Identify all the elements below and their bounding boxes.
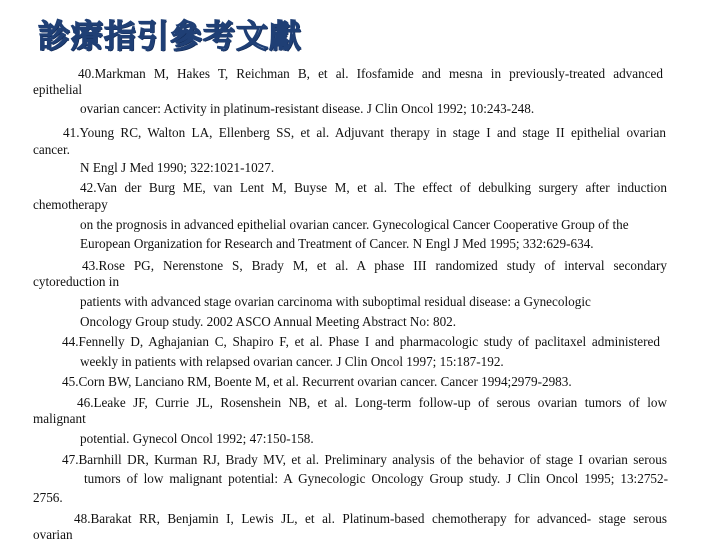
reference-41-line-1: 41.Young RC, Walton LA, Ellenberg SS, et al. Adjuvant therapy in stage I and stage II epithelial ovarian xyxy=(63,125,666,140)
reference-46-line-2: malignant xyxy=(33,411,86,426)
reference-41-line-2: cancer. xyxy=(33,142,70,157)
page-title-text: 診療指引參考文獻 xyxy=(38,11,302,57)
reference-45-line-1: 45.Corn BW, Lanciano RM, Boente M, et al. Recurrent ovarian cancer. Cancer 1994;2979-2983. xyxy=(62,374,572,389)
reference-48-line-1: 48.Barakat RR, Benjamin I, Lewis JL, et al. Platinum-based chemotherapy for advanced- stage serous xyxy=(74,511,667,526)
reference-42-line-4: European Organization for Research and Treatment of Cancer. N Engl J Med 1995; 332:629-634. xyxy=(80,236,594,251)
reference-44-line-2: weekly in patients with relapsed ovarian cancer. J Clin Oncol 1997; 15:187-192. xyxy=(80,354,504,369)
reference-40-line-1: 40.Markman M, Hakes T, Reichman B, et al. Ifosfamide and mesna in previously-treated advanced xyxy=(78,66,663,81)
reference-42-line-3: on the prognosis in advanced epithelial ovarian cancer. Gynecological Cancer Cooperative Group of the xyxy=(80,217,629,232)
reference-42-line-2: chemotherapy xyxy=(33,197,108,212)
page-title xyxy=(38,10,302,58)
reference-46-line-1: 46.Leake JF, Currie JL, Rosenshein NB, et al. Long-term follow-up of serous ovarian tumors of low xyxy=(77,395,667,410)
reference-42-line-1: 42.Van der Burg ME, van Lent M, Buyse M, et al. The effect of debulking surgery after induction xyxy=(80,180,667,195)
reference-41-line-3: N Engl J Med 1990; 322:1021-1027. xyxy=(80,160,275,175)
reference-40-line-3: ovarian cancer: Activity in platinum-resistant disease. J Clin Oncol 1992; 10:243-248. xyxy=(80,101,535,116)
reference-43-line-2: cytoreduction in xyxy=(33,274,120,289)
reference-43-line-3: patients with advanced stage ovarian carcinoma with suboptimal residual disease: a Gynecologic xyxy=(80,294,591,309)
reference-47-line-3: 2756. xyxy=(33,490,63,505)
reference-46-line-3: potential. Gynecol Oncol 1992; 47:150-158. xyxy=(80,431,314,446)
reference-47-line-2: tumors of low malignant potential: A Gynecologic Oncology Group study. J Clin Oncol 1995; 13:2752- xyxy=(84,471,668,486)
reference-43-line-4: Oncology Group study. 2002 ASCO Annual Meeting Abstract No: 802. xyxy=(80,314,457,329)
reference-44-line-1: 44.Fennelly D, Aghajanian C, Shapiro F, et al. Phase I and pharmacologic study of paclitaxel administered xyxy=(62,334,660,349)
reference-48-line-2: ovarian xyxy=(33,527,73,542)
reference-47-line-1: 47.Barnhill DR, Kurman RJ, Brady MV, et al. Preliminary analysis of the behavior of stage I ovarian serous xyxy=(62,452,667,467)
reference-40-line-2: epithelial xyxy=(33,82,83,97)
reference-43-line-1: 43.Rose PG, Nerenstone S, Brady M, et al. A phase III randomized study of interval secondary xyxy=(82,258,667,273)
